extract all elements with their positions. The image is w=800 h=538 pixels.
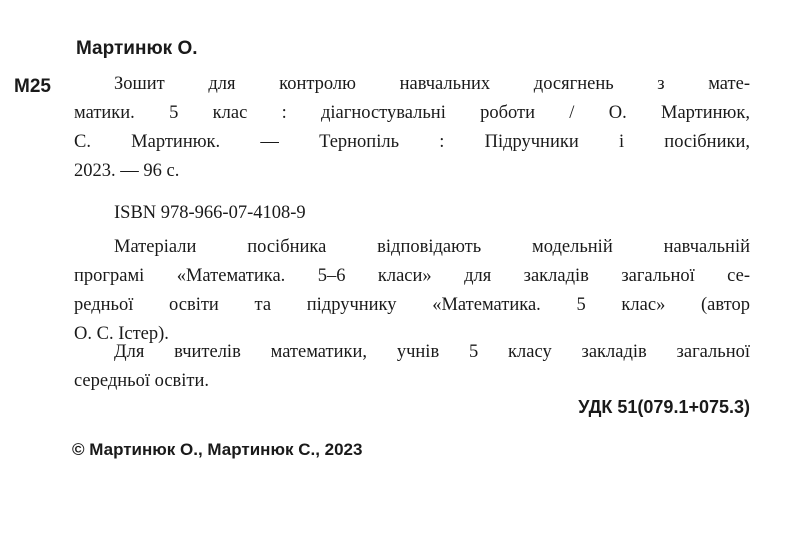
catalog-code: М25 xyxy=(14,76,51,97)
bib-line: 2023. — 96 с. xyxy=(74,161,180,181)
author-heading: Мартинюк О. xyxy=(76,38,198,59)
udk-code: УДК 51(079.1+075.3) xyxy=(578,397,750,417)
annotation xyxy=(74,233,750,349)
isbn xyxy=(74,199,750,228)
bib-line: Зошит для контролю навчальних досягнень з мате- xyxy=(114,74,750,94)
isbn-text: ISBN 978-966-07-4108-9 xyxy=(114,203,306,223)
bib-line: матики. 5 клас : діагностувальні роботи / О. Мартинюк, xyxy=(74,103,750,123)
annotation-line: редньої освіти та підручнику «Математика. 5 клас» (автор xyxy=(74,295,750,315)
annotation-line: О. С. Істер). xyxy=(74,324,169,344)
annotation-line: Матеріали посібника відповідають модельній навчальній xyxy=(114,237,750,257)
bibliographic-description xyxy=(74,70,750,186)
bib-line: С. Мартинюк. — Тернопіль : Підручники і посібники, xyxy=(74,132,750,152)
annotation-line: програмі «Математика. 5–6 класи» для закладів загальної се- xyxy=(74,266,750,286)
audience-line: Для вчителів математики, учнів 5 класу закладів загальної xyxy=(114,342,750,362)
audience xyxy=(74,338,750,396)
copyright-notice: © Мартинюк О., Мартинюк С., 2023 xyxy=(72,440,363,459)
audience-line: середньої освіти. xyxy=(74,371,210,391)
